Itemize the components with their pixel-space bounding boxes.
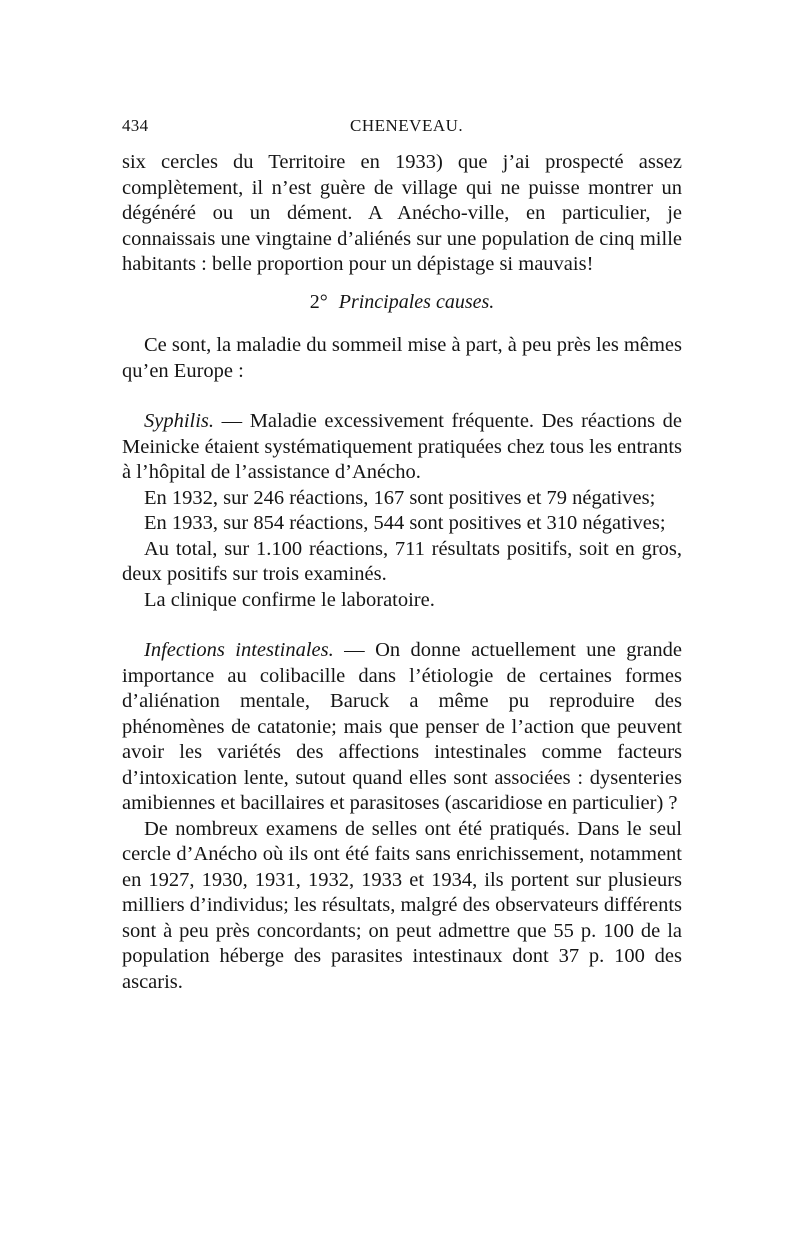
paragraph-syphilis: [122, 409, 682, 486]
paragraph-infections: [122, 638, 682, 817]
paragraph-total-results: Au total, sur 1.100 réactions, 711 résultats positifs, soit en gros, deux positifs sur trois examinés.: [122, 537, 682, 585]
paragraph-clinique: La clinique confirme le laboratoire.: [144, 588, 435, 611]
spacer: [122, 384, 682, 409]
syphilis-text: — Maladie excessivement fréquente. Des réactions de Meinicke étaient systématiquement pratiquées chez tous les entrants à l’hôpital de l’assistance d’Anécho.: [122, 410, 682, 483]
paragraph-1933-results: En 1933, sur 854 réactions, 544 sont positives et 310 négatives;: [144, 512, 666, 534]
page-header: [122, 116, 682, 140]
paragraph-selles: De nombreux examens de selles ont été pratiqués. Dans le seul cercle d’Anécho où ils ont été faits sans enrichissement, notamment en 1927, 1930, 1931, 1932, 1933 et 1934, ils portent sur plusieurs milliers d’individus; les résultats, malgré des observateurs différents sont à peu près concordants; on peut admettre que 55 p. 100 de la population héberge des parasites intestinaux dont 37 p. 100 des ascaris.: [122, 817, 682, 993]
paragraph-1932-results: En 1932, sur 246 réactions, 167 sont positives et 79 négatives;: [144, 486, 656, 509]
page-number: 434: [122, 116, 149, 135]
section-heading: [122, 290, 682, 316]
body-text: [122, 150, 682, 995]
running-head: CHENEVEAU.: [350, 116, 464, 135]
paragraph-causes-intro: Ce sont, la maladie du sommeil mise à part, à peu près les mêmes qu’en Europe :: [122, 334, 682, 382]
section-number: 2°: [309, 290, 328, 313]
section-title: Principales causes.: [338, 290, 495, 313]
spacer: [122, 613, 682, 638]
infections-term: Infections intestinales.: [144, 639, 334, 661]
syphilis-term: Syphilis.: [144, 410, 215, 432]
infections-text: — On donne actuellement une grande importance au colibacille dans l’étiologie de certaines formes d’aliénation mentale, Baruck a même pu reproduire des phénomènes de catatonie; mais que penser de l’action que peuvent avoir les variétés des affections intestinales comme facteurs d’intoxication lente, sutout quand elles sont associées : dysenteries amibiennes et bacillaires et parasitoses (ascaridiose en particulier) ?: [122, 639, 682, 814]
paragraph-territoire: six cercles du Territoire en 1933) que j’ai prospecté assez complètement, il n’est guère de village qui ne puisse montrer un dégénéré ou un dément. A Anécho-ville, en particulier, je connaissais une vingtaine d’aliénés sur une population de cinq mille habitants : belle proportion pour un dépistage si mauvais!: [122, 151, 682, 275]
